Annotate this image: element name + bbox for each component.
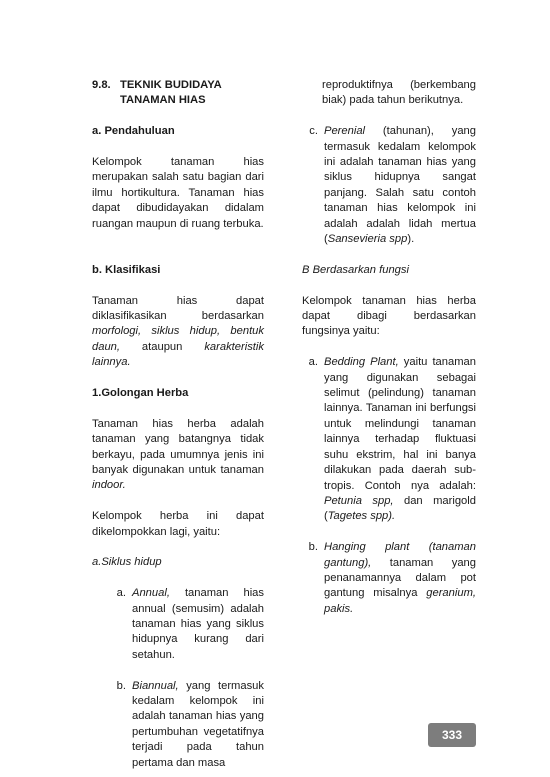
paragraph-intro: Kelompok tanaman hias merupakan salah satu bagian dari ilmu hortikultura. Tanaman hias dapat dibudidayakan didalam ruangan maupun di ruang terbuka. [92, 156, 264, 230]
list-item-biannual: b. Biannual, yang termasuk kedalam kelompok ini adalah tanaman hias yang pertumbuhan vegetatifnya terjadi pada tahun pertama dan masa [116, 679, 264, 769]
list-item-perenial: c. Perenial (tahunan), yang termasuk kedalam kelompok ini adalah tanaman hias yang siklus hidupnya sangat panjang. Salah satu contoh tanaman hias kelompok ini adalah adalah lidah mertua (Sansevieria spp). [309, 125, 476, 246]
list-item-annual: a. Annual, tanaman hias annual (semusim) adalah tanaman hias yang siklus hidupnya kurang dari setahun. [116, 587, 264, 661]
list-item-hanging-plant: b. Hanging plant (tanaman gantung), tanaman yang penanamannya dalam pot gantung misalnya geranium, pakis. [308, 541, 476, 615]
section-title-line1: TEKNIK BUDIDAYA [120, 79, 222, 91]
left-column [92, 78, 264, 771]
right-column [302, 78, 476, 617]
section-title-line2: TANAMAN HIAS [120, 94, 206, 107]
subheading-siklus-hidup: a.Siklus hidup [92, 556, 162, 569]
paragraph-fungsi: Kelompok tanaman hias herba dapat dibagi berdasarkan fungsinya yaitu: [302, 294, 476, 338]
paragraph-herba: Tanaman hias herba adalah tanaman yang batangnya tidak berkayu, pada umumnya jenis ini banyak digunakan untuk tanaman indoor. [92, 417, 264, 492]
subheading-klasifikasi: b. Klasifikasi [92, 263, 161, 276]
subheading-golongan-herba: 1.Golongan Herba [92, 387, 189, 400]
subheading-berdasarkan-fungsi: B Berdasarkan fungsi [302, 263, 409, 276]
paragraph-continuation: reproduktifnya (berkembang biak) pada tahun berikutnya. [322, 79, 476, 107]
page-number-badge: 333 [428, 723, 476, 747]
subheading-pendahuluan: a. Pendahuluan [92, 125, 175, 138]
paragraph-kelompok: Kelompok herba ini dapat dikelompokkan lagi, yaitu: [92, 510, 264, 538]
paragraph-klasifikasi: Tanaman hias dapat diklasifikasikan berdasarkan morfologi, siklus hidup, bentuk daun, ataupun karakteristik lainnya. [92, 294, 264, 369]
list-item-bedding-plant: a. Bedding Plant, yaitu tanaman yang digunakan sebagai selimut (pelindung) tanaman lainnya. Tanaman ini berfungsi untuk melindungi tanaman lainnya terhadap fluktuasi suhu ekstrim, hal ini banya dilakukan pada daerah sub-tropis. Contoh nya adalah: Petunia spp, dan marigold (Tagetes spp). [308, 356, 476, 523]
section-number: 9.8. [92, 79, 111, 91]
section-heading [92, 78, 264, 109]
